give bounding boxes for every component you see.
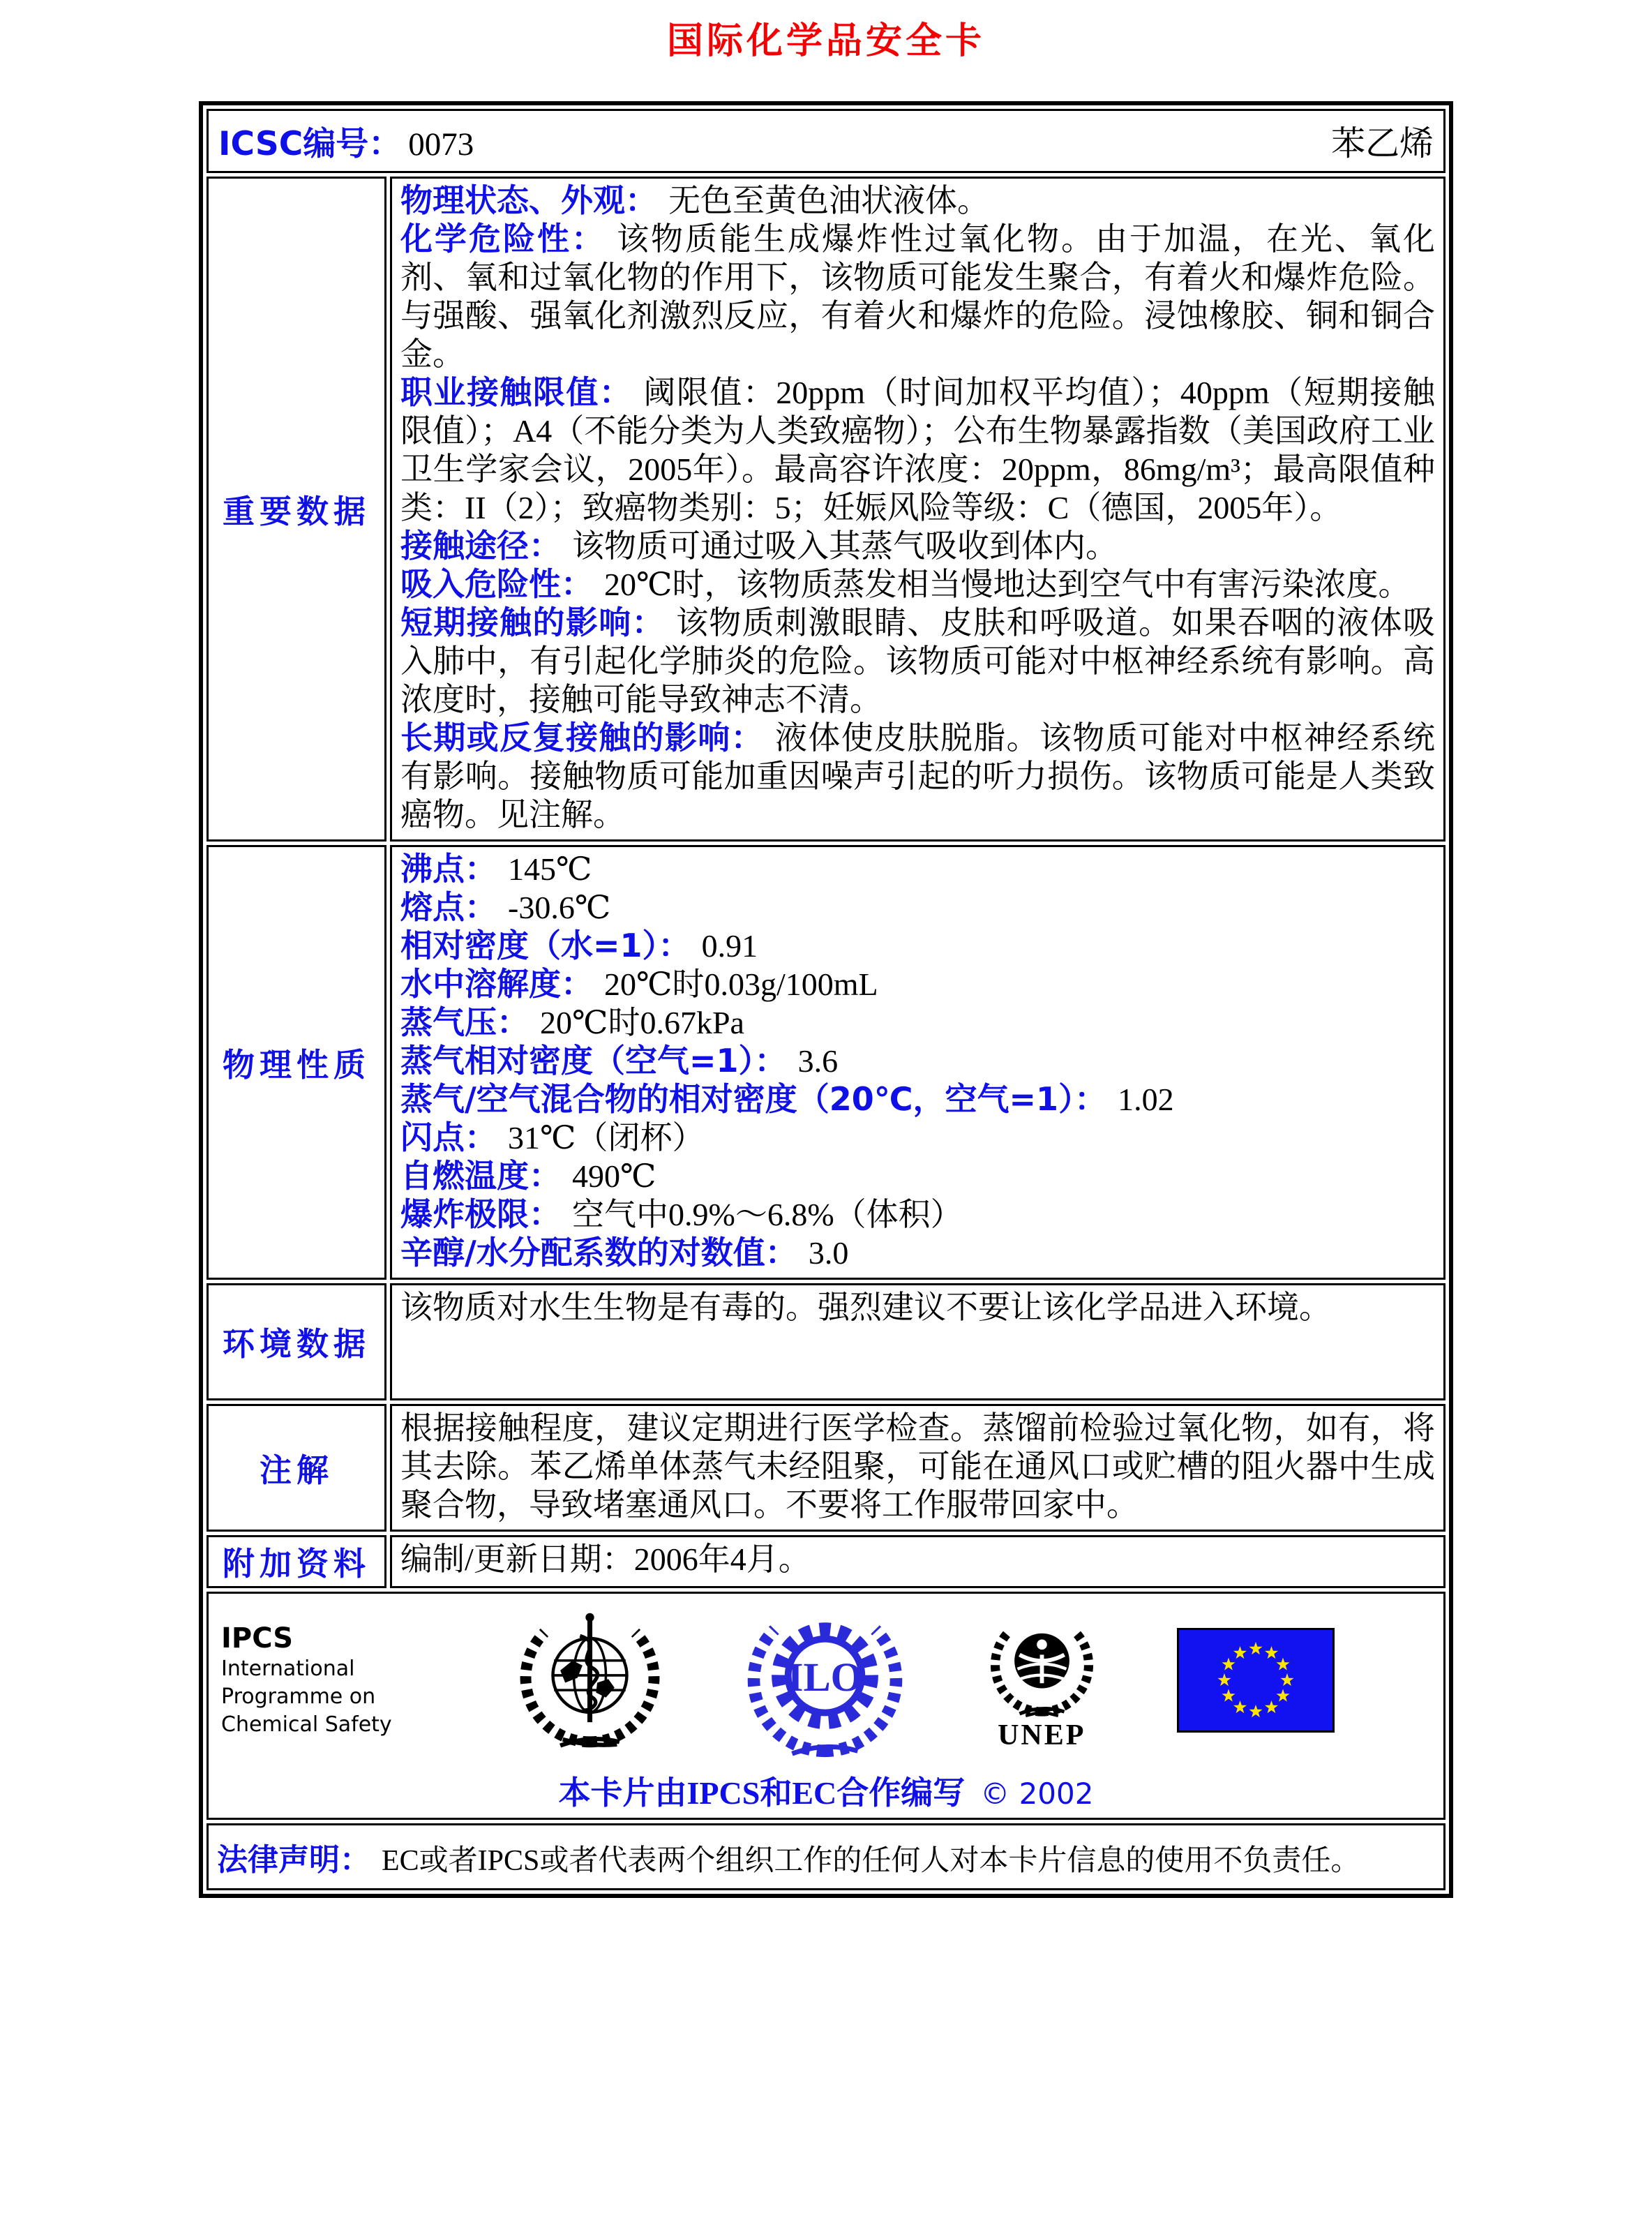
eu-flag-icon [1177, 1628, 1335, 1733]
legal-label: 法律声明： [217, 1842, 370, 1878]
important-data-row [206, 177, 1446, 842]
section-label-notes: 注解 [206, 1404, 386, 1532]
copyright-text: © 2002 [980, 1777, 1094, 1811]
physical-property: 蒸气/空气混合物的相对密度（20℃，空气=1）： 1.02 [400, 1080, 1174, 1118]
important-data-item: 接触途径： 该物质可通过吸入其蒸气吸收到体内。 [400, 527, 1118, 565]
notes-row [206, 1404, 1446, 1532]
ipcs-line: Programme on [221, 1684, 376, 1709]
legal-text: EC或者IPCS或者代表两个组织工作的任何人对本卡片信息的使用不负责任。 [382, 1845, 1360, 1877]
logos-cell [206, 1592, 1446, 1820]
additional-info-content [390, 1535, 1446, 1588]
physical-property: 蒸气压： 20℃时0.67kPa [400, 1003, 744, 1041]
icsc-number-label: ICSC编号： [218, 124, 402, 163]
icsc-card-page [0, 11, 1652, 2235]
section-label-environmental-data: 环境数据 [206, 1283, 386, 1400]
physical-property: 蒸气相对密度（空气=1）： 3.6 [400, 1042, 839, 1079]
icsc-number [218, 118, 474, 165]
physical-property: 闪点： 31℃（闭杯） [400, 1119, 705, 1156]
ipcs-text-block [221, 1622, 437, 1739]
important-data-item: 化学危险性： 该物质能生成爆炸性过氧化物。由于加温，在光、氧化剂、氧和过氧化物的作用下，该物质可能发生聚合，有着火和爆炸危险。与强酸、强氧化剂激烈反应，有着火和爆炸的危险。浸蚀橡胶、铜和铜合金。 [400, 220, 1435, 372]
important-data-item: 长期或反复接触的影响： 液体使皮肤脱脂。该物质可能对中枢神经系统有影响。接触物质可能加重因噪声引起的听力损伤。该物质可能是人类致癌物。见注解。 [400, 719, 1436, 832]
notes-content [390, 1404, 1446, 1532]
important-data-item: 物理状态、外观： 无色至黄色油状液体。 [400, 181, 989, 219]
additional-info-text: 编制/更新日期：2006年4月。 [400, 1541, 811, 1577]
physical-properties-row [206, 845, 1446, 1280]
notes-text: 根据接触程度，建议定期进行医学检查。蒸馏前检验过氧化物，如有，将其去除。苯乙烯单体蒸气未经阻聚，可能在通风口或贮槽的阻火器中生成聚合物，导致堵塞通风口。不要将工作服带回家中。 [400, 1410, 1435, 1523]
environmental-data-text: 该物质对水生生物是有毒的。强烈建议不要让该化学品进入环境。 [400, 1290, 1331, 1325]
physical-properties-content [390, 845, 1446, 1280]
logos-row [206, 1592, 1446, 1820]
physical-property: 沸点： 145℃ [400, 850, 592, 888]
unep-label: UNEP [998, 1719, 1086, 1751]
ipcs-acronym: IPCS [221, 1622, 294, 1654]
important-data-content [390, 177, 1446, 842]
credit-line [220, 1767, 1432, 1814]
icsc-number-value: 0073 [408, 126, 474, 163]
physical-property: 辛醇/水分配系数的对数值： 3.0 [400, 1234, 849, 1271]
section-label-additional-info: 附加资料 [206, 1535, 386, 1588]
header-row [206, 109, 1446, 173]
ipcs-line: Chemical Safety [221, 1712, 392, 1737]
section-label-physical-properties: 物理性质 [206, 845, 386, 1280]
chemical-name: 苯乙烯 [1330, 124, 1434, 163]
unep-logo-block [981, 1610, 1103, 1751]
unep-logo-icon [981, 1610, 1103, 1720]
legal-cell [206, 1823, 1446, 1890]
page-title: 国际化学品安全卡 [666, 22, 985, 61]
logo-strip [220, 1598, 1432, 1762]
header-cell [206, 109, 1446, 173]
svg-text:ILO: ILO [787, 1654, 862, 1700]
environmental-data-content [390, 1283, 1446, 1400]
physical-property: 相对密度（水=1）： 0.91 [400, 927, 758, 964]
ipcs-line: International [221, 1656, 355, 1681]
additional-info-row [206, 1535, 1446, 1588]
credit-text: 本卡片由IPCS和EC合作编写 [558, 1775, 966, 1811]
ilo-logo-icon [743, 1598, 907, 1762]
section-label-important-data: 重要数据 [206, 177, 386, 842]
physical-property: 熔点： -30.6℃ [400, 888, 611, 926]
important-data-item: 职业接触限值： 阈限值：20ppm（时间加权平均值）；40ppm（短期接触限值）；A4（不能分类为人类致癌物）；公布生物暴露指数（美国政府工业卫生学家会议，2005年）。最高容许浓度：20ppm，86mg/m³；最高限值种类：II（2）；致癌物类别：5；妊娠风险等级：C（德国，2005年）。 [400, 373, 1436, 525]
icsc-card-table [199, 101, 1453, 1898]
physical-property: 爆炸极限： 空气中0.9%～6.8%（体积） [400, 1195, 963, 1233]
legal-row [206, 1823, 1446, 1890]
physical-property: 自燃温度： 490℃ [400, 1157, 656, 1195]
who-logo-icon [511, 1606, 668, 1754]
environmental-data-row [206, 1283, 1446, 1400]
physical-property: 水中溶解度： 20℃时0.03g/100mL [400, 965, 878, 1003]
important-data-item: 短期接触的影响： 该物质刺激眼睛、皮肤和呼吸道。如果吞咽的液体吸入肺中，有引起化学肺炎的危险。该物质可能对中枢神经系统有影响。高浓度时，接触可能导致神志不清。 [400, 604, 1436, 717]
important-data-item: 吸入危险性： 20℃时，该物质蒸发相当慢地达到空气中有害污染浓度。 [400, 565, 1411, 603]
